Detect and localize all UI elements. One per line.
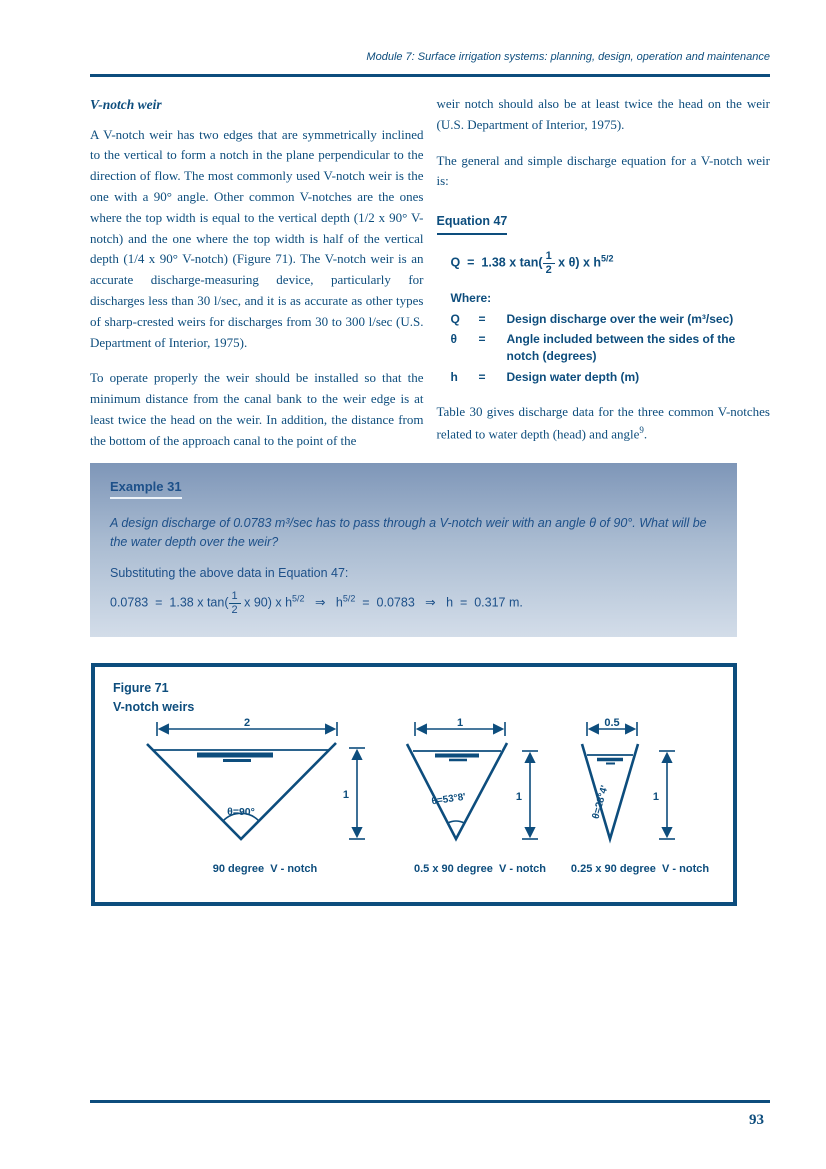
footnote-marker: 9 — [639, 424, 644, 435]
diagram-row — [109, 718, 719, 875]
left-paragraph-2: To operate properly the weir should be installed so that the minimum distance from the canal bank to the weir edge is at least twice the head on the weir. In addition, the distance from the bottom of the approach canal to the point of the — [90, 370, 424, 448]
left-column — [90, 94, 424, 467]
where-label: Where: — [450, 291, 492, 306]
top-width-label: 2 — [243, 718, 251, 729]
calc-exponent: 5/2 — [342, 593, 356, 603]
fraction-numerator: 1 — [543, 251, 555, 264]
example-question: A design discharge of 0.0783 m³/sec has to pass through a V-notch weir with an angle θ of 90°. What will be the water depth over the weir? — [110, 516, 707, 550]
equation-exponent: 5/2 — [601, 253, 614, 264]
paragraph-period: . — [643, 426, 648, 442]
equation-pre: Q = 1.38 x tan( — [450, 255, 543, 270]
figure-71-box — [91, 663, 737, 906]
right-paragraph-2: The general and simple discharge equation for a V-notch weir is: — [436, 152, 770, 189]
diagram-90-degree — [135, 718, 395, 875]
fraction-numerator: 1 — [229, 591, 241, 604]
where-symbol: θ — [450, 331, 457, 346]
diagram-half-90-degree — [395, 718, 565, 875]
diagram-quarter-90-degree — [565, 718, 715, 875]
calc-part: ⇒ h — [304, 595, 343, 610]
two-column-body — [90, 94, 770, 467]
calc-part: x 90) x h — [240, 595, 293, 610]
where-symbol: Q — [450, 311, 460, 326]
angle-label: θ=28°4' — [590, 784, 611, 821]
top-width-label: 1 — [456, 718, 464, 729]
angle-label: θ=53°8' — [430, 791, 467, 808]
right-column — [437, 94, 771, 467]
paragraph-text: Table 30 gives discharge data for the three common V-notches related to water depth (head) and angle — [436, 404, 770, 442]
example-title: Example 31 — [110, 479, 182, 499]
example-31-box — [90, 463, 737, 637]
v-notch-half-drawing — [395, 718, 565, 856]
v-notch-quarter-drawing — [565, 718, 715, 856]
angle-arc — [448, 821, 464, 823]
equation-47-label: Equation 47 — [437, 211, 508, 235]
figure-label: Figure 71 — [113, 681, 169, 695]
diagram-caption: 90 degree V - notch — [212, 863, 318, 875]
header-rule — [90, 74, 770, 77]
angle-label: θ=90° — [227, 806, 255, 818]
where-symbol: h — [450, 369, 458, 384]
example-calculation — [110, 591, 717, 616]
where-definition: Design discharge over the weir (m³/sec) — [506, 311, 734, 326]
where-block — [451, 290, 771, 386]
left-paragraph-1: A V-notch weir has two edges that are symmetrically inclined to the vertical to form a notch in the plane perpendicular to the direction of flow. The most commonly used V-notch weir is the one with a 90° angle. Other common V-notches are the ones where the top width is equal to the vertical depth (1/2 x 90° V-notch) and the one where the top width is half of the vertical depth (1/4 x 90° V-notch) (Figure 71). The V-notch weir is an accurate discharge-measuring device, particularly for discharges less than 30 l/sec, and it is as accurate as other types of sharp-crested weirs for discharges from 30 to 300 l/sec (U.S. Department of Interior, 1975). — [90, 126, 424, 350]
where-equals: = — [478, 369, 486, 384]
where-row-q — [451, 311, 771, 328]
where-row-theta — [451, 331, 771, 366]
calc-fraction — [229, 591, 241, 616]
v-notch-90-drawing — [135, 718, 395, 856]
equation-mid: x θ) x h — [554, 255, 602, 270]
page-number: 93 — [749, 1112, 764, 1128]
equation-fraction — [543, 251, 555, 276]
running-header: Module 7: Surface irrigation systems: planning, design, operation and maintenance — [366, 51, 770, 63]
top-width-label: 0.5 — [604, 718, 620, 729]
where-definition: Design water depth (m) — [506, 369, 640, 384]
calc-part: = 0.0783 ⇒ h = 0.317 m. — [355, 595, 523, 610]
fraction-denominator: 2 — [231, 603, 238, 616]
right-paragraph-1: weir notch should also be at least twice the head on the weir (U.S. Department of Interior, 1975). — [436, 96, 770, 132]
right-paragraph-3 — [437, 402, 771, 445]
section-heading: V-notch weir — [90, 97, 162, 112]
calc-part: 0.0783 = 1.38 x tan( — [110, 595, 229, 610]
where-row-h — [451, 369, 771, 386]
diagram-caption: 0.25 x 90 degree V - notch — [570, 863, 710, 875]
footer-rule — [90, 1100, 770, 1103]
height-label: 1 — [515, 791, 522, 803]
fraction-denominator: 2 — [545, 264, 552, 277]
where-equals: = — [478, 331, 486, 346]
figure-title: V-notch weirs — [113, 700, 195, 714]
where-definition: Angle included between the sides of the notch (degrees) — [506, 331, 736, 364]
height-label: 1 — [652, 791, 659, 803]
diagram-caption: 0.5 x 90 degree V - notch — [413, 863, 547, 875]
equation-47 — [451, 251, 771, 276]
example-substituting-line: Substituting the above data in Equation 47: — [110, 565, 349, 580]
where-equals: = — [478, 311, 486, 326]
calc-exponent: 5/2 — [292, 593, 305, 603]
height-label: 1 — [342, 789, 349, 801]
